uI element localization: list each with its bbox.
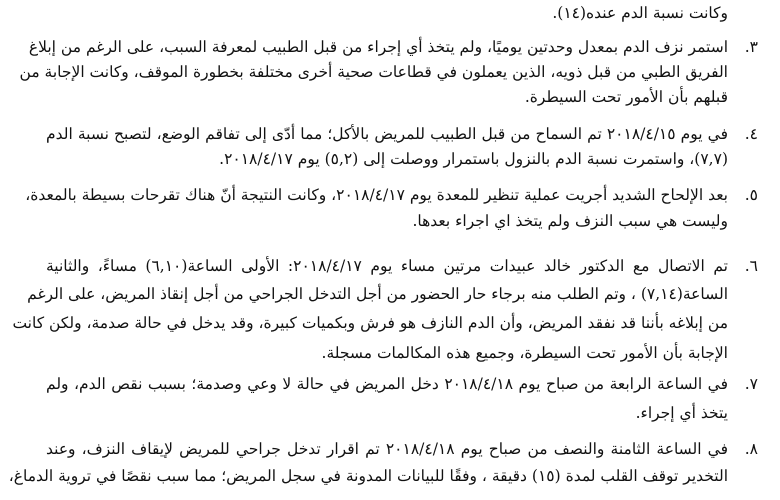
intro-tail-text: وكانت نسبة الدم عنده(١٤). — [552, 4, 728, 22]
list-item-8-line-2 — [8, 465, 758, 487]
list-item-4-text: (٧,٧)، واستمرت نسبة الدم بالنزول باستمرار ووصلت إلى (٥,٢) يوم ٢٠١٨/٤/١٧. — [219, 150, 728, 168]
intro-tail-line — [46, 2, 758, 24]
list-item-6-text: تم الاتصال مع الدكتور خالد عبيدات مرتين مساء يوم ٢٠١٨/٤/١٧: الأولى الساعة(٦,١٠) مساءً، والثانية — [46, 257, 728, 275]
list-item-8-text: في الساعة الثامنة والنصف من صباح يوم ٢٠١٨/٤/١٨ تم اقرار تدخل جراحي للمريض لإيقاف النزف، وعند — [46, 440, 728, 458]
list-item-3-line-3 — [46, 86, 758, 108]
list-item-3-text: الفريق الطبي من قبل ذويه، الذين يعملون في قطاعات صحية أخرى مختلفة بخطورة الموقف، وكانت الإجابة من — [19, 63, 728, 81]
list-item-8-line-1 — [46, 438, 758, 460]
list-item-6-line-4 — [46, 342, 758, 364]
list-item-7-number: ٧. — [744, 375, 758, 393]
list-item-7-line-2 — [46, 402, 758, 424]
list-item-8-number: ٨. — [744, 440, 758, 458]
list-item-6-line-1 — [46, 255, 758, 277]
list-item-7-line-1 — [46, 373, 758, 395]
list-item-6-text: من إبلاغه بأننا قد نفقد المريض، وأن الدم النازف هو فرش وبكميات كبيرة، وقد يدخل في حالة صدمة، ولكن كانت — [12, 314, 728, 332]
list-item-5-number: ٥. — [744, 186, 758, 204]
list-item-3-text: استمر نزف الدم بمعدل وحدتين يوميًا، ولم يتخذ أي إجراء من قبل الطبيب لمعرفة السبب، على الرغم من إبلاغ — [28, 38, 728, 56]
list-item-8-text: التخدير توقف القلب لمدة (١٥) دقيقة ، وفقًا للبيانات المدونة في سجل المريض؛ مما سبب نقصًا في تروية الدماغ، — [8, 467, 728, 485]
list-item-4-text: في يوم ٢٠١٨/٤/١٥ تم السماح من قبل الطبيب للمريض بالأكل؛ مما أدّى إلى تفاقم الوضع، لتصبح نسبة الدم — [46, 125, 728, 143]
list-item-3-number: ٣. — [744, 38, 758, 56]
list-item-3-text: قبلهم بأن الأمور تحت السيطرة. — [524, 88, 728, 106]
list-item-7-text: في الساعة الرابعة من صباح يوم ٢٠١٨/٤/١٨ دخل المريض في حالة لا وعي وصدمة؛ بسبب نقص الدم، ولم — [46, 375, 728, 393]
list-item-6-number: ٦. — [744, 257, 758, 275]
list-item-6-text: الساعة(٧,١٤) ، وتم الطلب منه برجاء حار الحضور من أجل التدخل الجراحي من أجل إنقاذ المريض، على الرغم — [27, 285, 728, 303]
list-item-5-line-2 — [46, 210, 758, 232]
list-item-4-line-1 — [46, 123, 758, 145]
list-item-6-text: الإجابة بأن الأمور تحت السيطرة، وجميع هذه المكالمات مسجلة. — [321, 344, 728, 362]
list-item-3-line-2 — [19, 61, 758, 83]
list-item-4-line-2 — [46, 148, 758, 170]
list-item-7-text: يتخذ أي إجراء. — [635, 404, 728, 422]
list-item-5-text: وليست هي سبب النزف ولم يتخذ اي اجراء بعدها. — [412, 212, 728, 230]
list-item-6-line-2 — [27, 283, 758, 305]
list-item-5-text: بعد الإلحاح الشديد أجريت عملية تنظير للمعدة يوم ٢٠١٨/٤/١٧، وكانت النتيجة أنّ هناك تقرحات بسيطة بالمعدة، — [25, 186, 728, 204]
list-item-3-line-1 — [28, 36, 758, 58]
list-item-6-line-3 — [12, 312, 758, 334]
list-item-4-number: ٤. — [744, 125, 758, 143]
list-item-5-line-1 — [25, 184, 758, 206]
